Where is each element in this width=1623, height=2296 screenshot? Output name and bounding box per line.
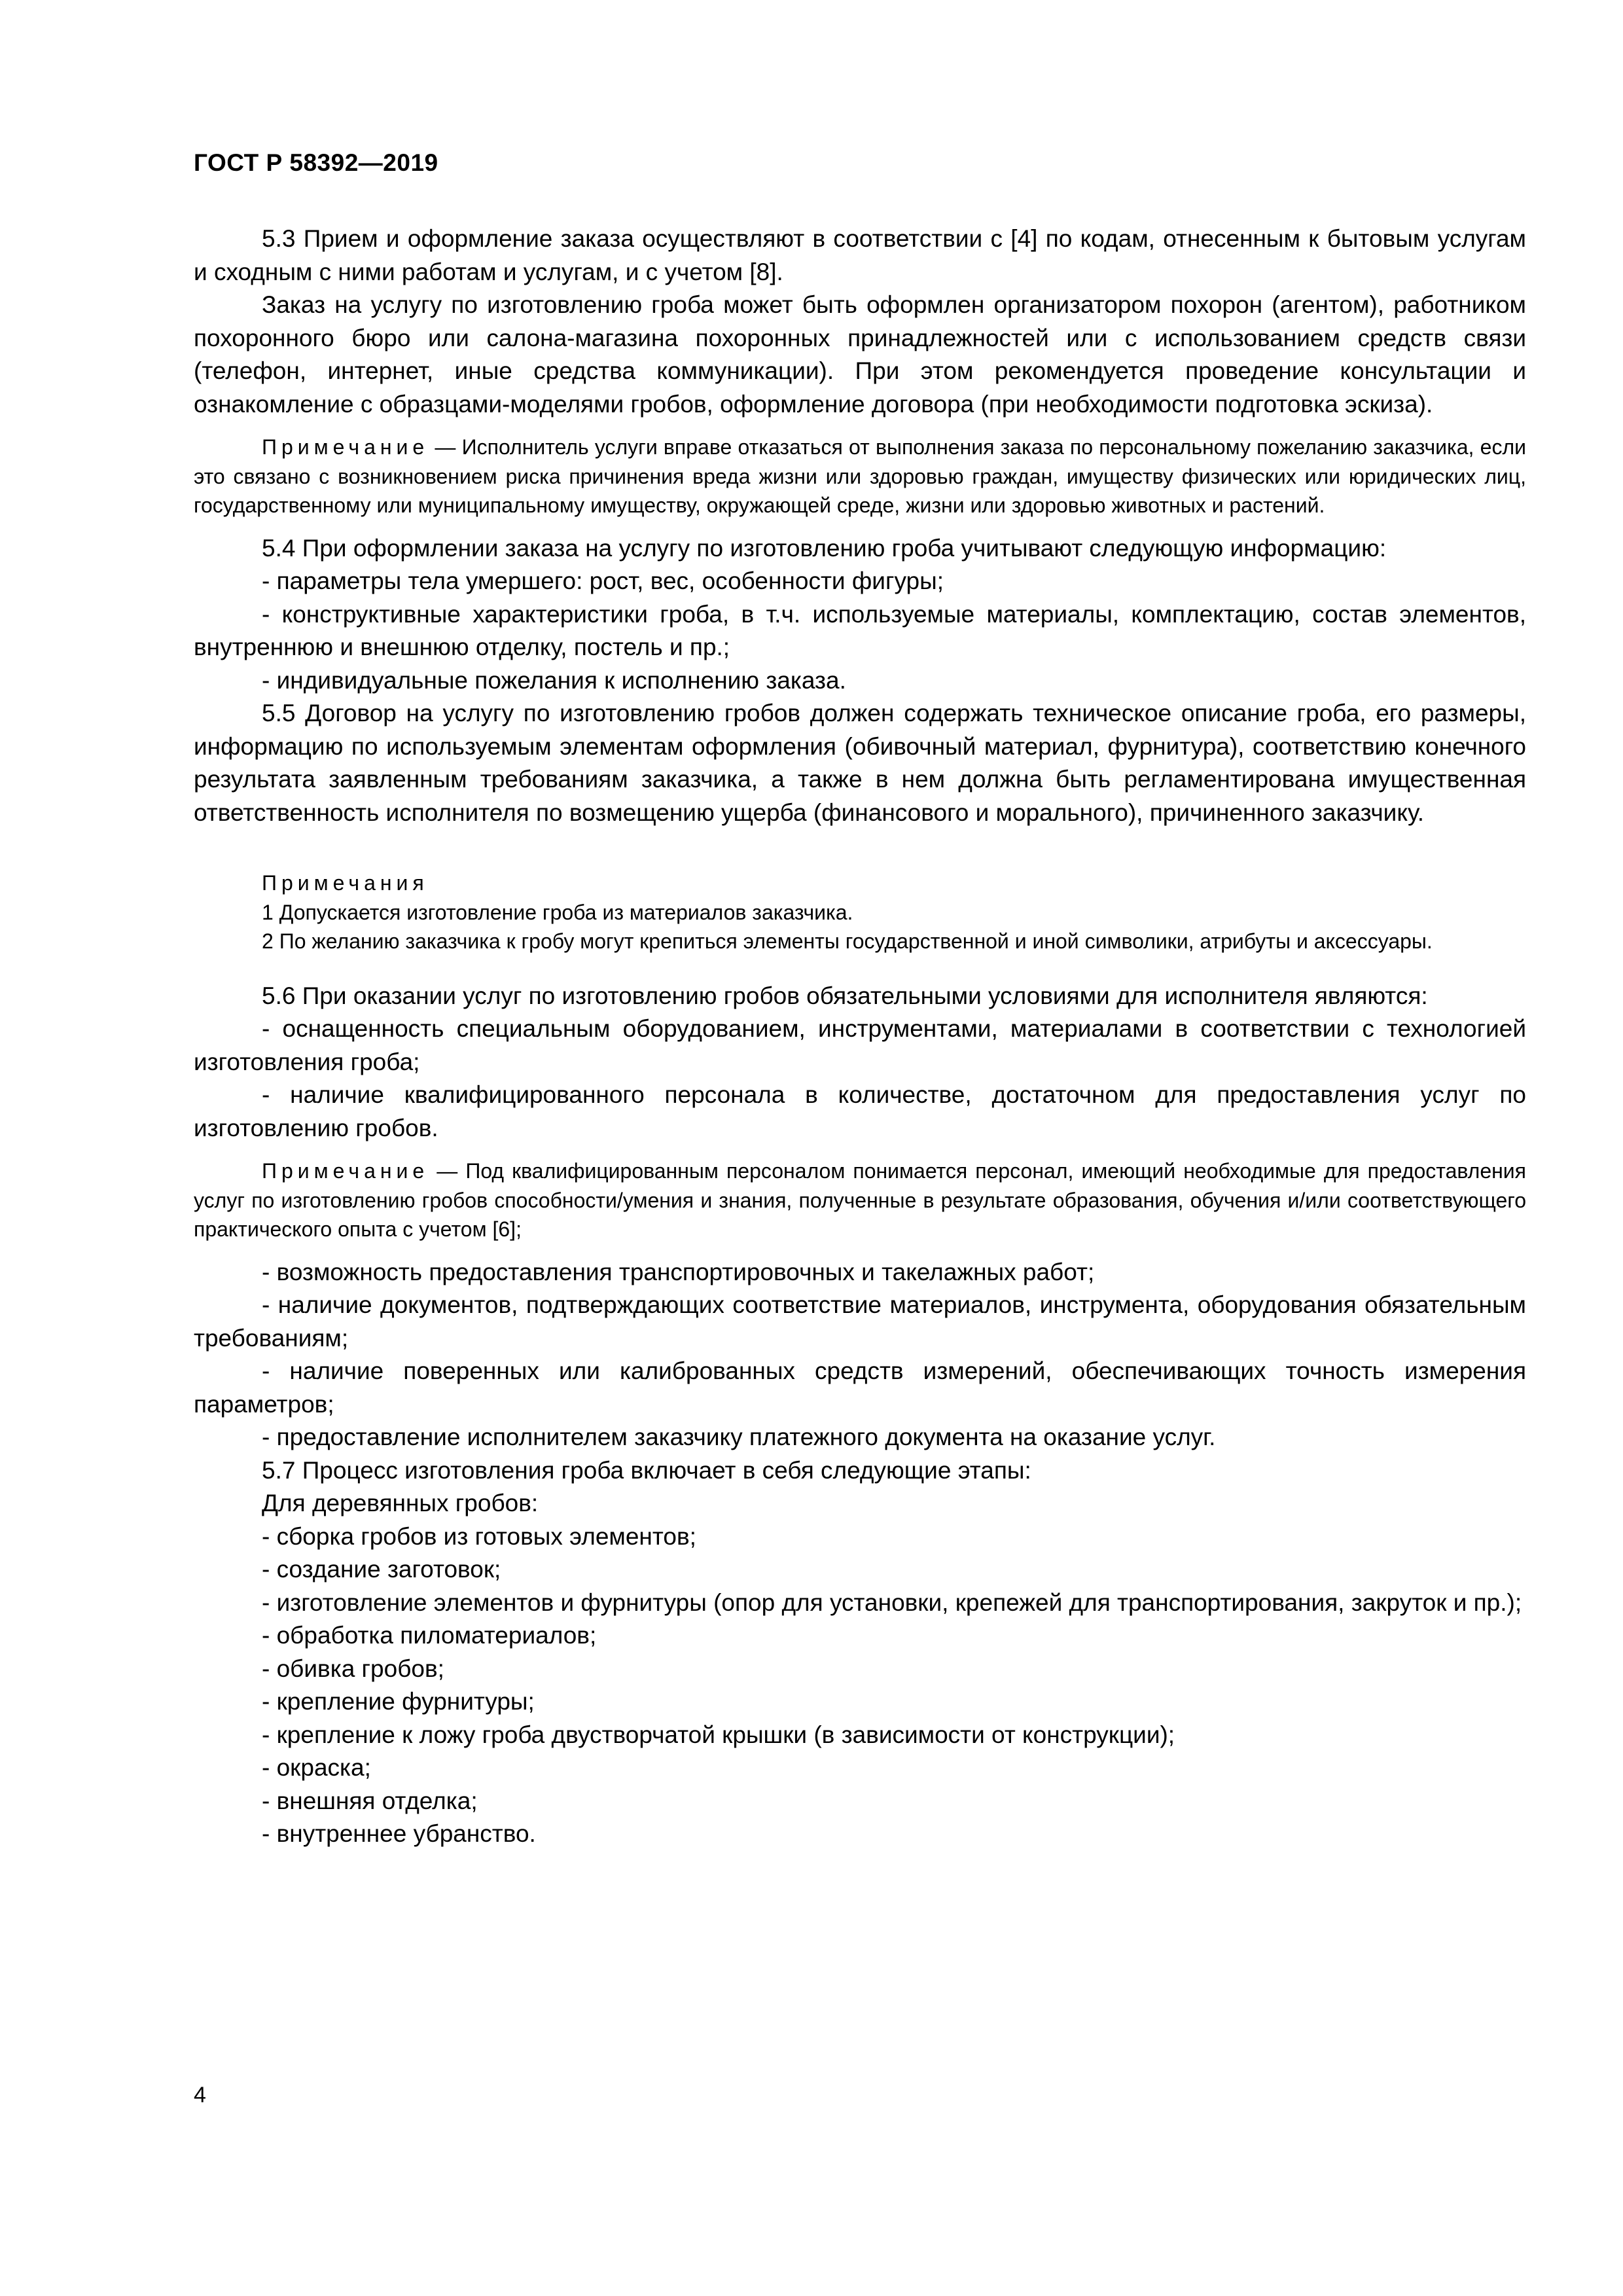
list-item: - обработка пиломатериалов; bbox=[262, 1622, 597, 1649]
notes-heading: Примечания bbox=[262, 871, 429, 895]
list-item: - обивка гробов; bbox=[262, 1655, 444, 1682]
list-item: - наличие документов, подтверждающих соответствие материалов, инструмента, оборудования обязательным требованиям; bbox=[194, 1291, 1526, 1352]
list-item: - конструктивные характеристики гроба, в т.ч. используемые материалы, комплектацию, состав элементов, внутреннюю и внешнюю отделку, постель и пр.; bbox=[194, 600, 1526, 660]
note-text: — Под квалифицированным персоналом понимается персонал, имеющий необходимые для предоставления услуг по изготовлению гробов способности/умения и знания, полученные в результате образования, обучения и/или соответствующего практического опыта с учетом [6]; bbox=[194, 1159, 1526, 1241]
list-item: - окраска; bbox=[262, 1754, 371, 1781]
paragraph-order-info: Заказ на услугу по изготовлению гроба может быть оформлен организатором похорон (агентом), работником похоронного бюро или салона-магазина похоронных принадлежностей или с использованием средств связи (телефон, интернет, иные средства коммуникации). При этом рекомендуется проведение консультации и ознакомление с образцами-моделями гробов, оформление договора (при необходимости подготовка эскиза). bbox=[194, 291, 1526, 418]
list-item: - наличие квалифицированного персонала в количестве, достаточном для предоставления услуг по изготовлению гробов. bbox=[194, 1081, 1526, 1141]
list-item: - наличие поверенных или калиброванных средств измерений, обеспечивающих точность измерения параметров; bbox=[194, 1357, 1526, 1418]
list-item: - индивидуальные пожелания к исполнению заказа. bbox=[262, 666, 846, 694]
note-item: 2 По желанию заказчика к гробу могут крепиться элементы государственной и иной символики, атрибуты и аксессуары. bbox=[262, 929, 1433, 953]
document-body bbox=[194, 223, 1526, 1851]
note-label: Примечание bbox=[262, 435, 429, 459]
subheading-wooden-coffins: Для деревянных гробов: bbox=[262, 1490, 539, 1516]
list-item: - создание заготовок; bbox=[262, 1556, 501, 1583]
list-item: - параметры тела умершего: рост, вес, особенности фигуры; bbox=[262, 567, 944, 594]
list-item: - крепление фурнитуры; bbox=[262, 1688, 535, 1715]
list-item: - изготовление элементов и фурнитуры (опор для установки, крепежей для транспортирования, закруток и пр.); bbox=[262, 1588, 1522, 1616]
document-header: ГОСТ Р 58392—2019 bbox=[194, 149, 438, 176]
paragraph-5-5: 5.5 Договор на услугу по изготовлению гробов должен содержать техническое описание гроба, его размеры, информацию по используемым элементам оформления (обивочный материал, фурнитура), соответствию конечного результата заявленным требованиям заказчика, а также в нем должна быть регламентирована имущественная ответственность исполнителя по возмещению ущерба (финансового и морального), причиненного заказчику. bbox=[194, 700, 1526, 826]
paragraph-5-3: 5.3 Прием и оформление заказа осуществляют в соответствии с [4] по кодам, отнесенным к бытовым услугам и сходным с ними работам и услугам, и с учетом [8]. bbox=[194, 225, 1526, 285]
list-item: - предоставление исполнителем заказчику платежного документа на оказание услуг. bbox=[262, 1424, 1216, 1450]
paragraph-5-7: 5.7 Процесс изготовления гроба включает в себя следующие этапы: bbox=[262, 1456, 1031, 1484]
note-qualified-staff bbox=[194, 1157, 1526, 1244]
list-item: - возможность предоставления транспортировочных и такелажных работ; bbox=[262, 1258, 1095, 1285]
note-label: Примечание bbox=[262, 1159, 429, 1183]
page-number: 4 bbox=[194, 2083, 206, 2108]
list-item: - оснащенность специальным оборудованием, инструментами, материалами в соответствии с технологией изготовления гроба; bbox=[194, 1015, 1526, 1075]
paragraph-5-6: 5.6 При оказании услуг по изготовлению гробов обязательными условиями для исполнителя являются: bbox=[262, 982, 1428, 1009]
list-item: - внешняя отделка; bbox=[262, 1787, 478, 1814]
note-item: 1 Допускается изготовление гроба из материалов заказчика. bbox=[262, 900, 853, 924]
note-text: — Исполнитель услуги вправе отказаться от выполнения заказа по персональному пожеланию заказчика, если это связано с возникновением риска причинения вреда жизни или здоровью граждан, имуществу физических или юридических лиц, государственному или муниципальному имуществу, окружающей среде, жизни или здоровью животных и растений. bbox=[194, 435, 1526, 517]
list-item: - сборка гробов из готовых элементов; bbox=[262, 1522, 696, 1550]
list-item: - крепление к ложу гроба двустворчатой крышки (в зависимости от конструкции); bbox=[262, 1721, 1175, 1748]
paragraph-5-4: 5.4 При оформлении заказа на услугу по изготовлению гроба учитывают следующую информацию: bbox=[262, 534, 1387, 562]
note-refusal bbox=[194, 433, 1526, 520]
list-item: - внутреннее убранство. bbox=[262, 1820, 536, 1847]
